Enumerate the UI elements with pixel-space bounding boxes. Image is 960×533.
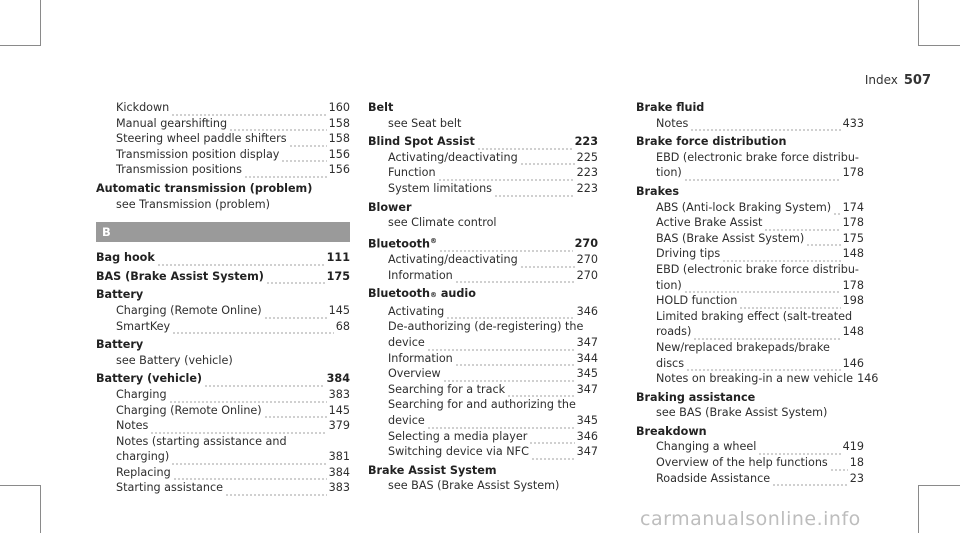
index-entry[interactable]: discs 146 (656, 356, 864, 370)
index-entry[interactable]: Battery (vehicle) 384 (96, 372, 350, 386)
index-entry-line: Limited braking effect (salt-treated (656, 309, 853, 323)
index-entry[interactable]: Information 344 (388, 351, 598, 365)
index-entry[interactable]: Blind Spot Assist 223 (368, 135, 598, 149)
crop-mark (0, 45, 40, 46)
index-heading: Battery (96, 338, 144, 352)
crop-mark (0, 485, 40, 486)
crop-mark (40, 0, 41, 46)
index-entry[interactable]: Charging (Remote Online) 145 (116, 403, 350, 417)
index-entry[interactable]: Switching device via NFC 347 (388, 445, 598, 459)
index-entry[interactable]: Searching for a track 347 (388, 382, 598, 396)
index-entry[interactable]: Charging (Remote Online) 145 (116, 303, 350, 317)
see-reference[interactable]: see Seat belt (388, 116, 462, 130)
index-entry-line: Notes (starting assistance and (116, 434, 287, 448)
index-entry[interactable]: Bluetooth® 270 (368, 236, 598, 251)
see-reference[interactable]: see BAS (Brake Assist System) (656, 406, 828, 420)
index-heading: Bluetooth ® audio (368, 287, 476, 301)
index-entry-line: New/replaced brakepads/brake (656, 340, 830, 354)
index-entry[interactable]: Overview of the help functions 18 (656, 456, 864, 470)
index-entry[interactable]: Active Brake Assist 178 (656, 216, 864, 230)
index-entry[interactable]: Replacing 384 (116, 465, 350, 479)
index-entry[interactable]: Steering wheel paddle shifters 158 (116, 132, 350, 146)
index-entry-line: Searching for and authorizing the (388, 398, 576, 412)
index-entry[interactable]: Manual gearshifting 158 (116, 116, 350, 130)
crop-mark (918, 45, 960, 46)
index-entry[interactable]: Activating/deactivating 270 (388, 253, 598, 267)
index-entry[interactable]: Selecting a media player 346 (388, 429, 598, 443)
index-column-1 (96, 100, 350, 496)
index-heading: Brakes (636, 184, 679, 198)
index-entry[interactable]: Changing a wheel 419 (656, 440, 864, 454)
index-entry-line: EBD (electronic brake force distribu- (656, 150, 859, 164)
index-entry-line: De-authorizing (de-registering) the (388, 320, 584, 334)
index-entry[interactable]: Transmission positions 156 (116, 163, 350, 177)
index-entry[interactable]: Notes 433 (656, 116, 864, 130)
index-entry[interactable]: roads) 148 (656, 325, 864, 339)
index-entry[interactable]: System limitations 223 (388, 181, 598, 195)
see-reference[interactable]: see Climate control (388, 216, 497, 230)
watermark: carmanualsonline.info (640, 508, 861, 530)
index-heading: Blower (368, 200, 412, 214)
index-entry[interactable]: tion) 178 (656, 166, 864, 180)
index-heading: Automatic transmission (problem) (96, 181, 313, 195)
index-entry[interactable]: Transmission position display 156 (116, 147, 350, 161)
index-entry[interactable]: device 347 (388, 336, 598, 350)
crop-mark (918, 485, 960, 486)
index-entry[interactable]: Bag hook 111 (96, 251, 350, 265)
index-entry[interactable]: Starting assistance 383 (116, 481, 350, 495)
index-heading: Belt (368, 101, 394, 114)
index-entry[interactable]: Function 223 (388, 166, 598, 180)
see-reference[interactable]: see BAS (Brake Assist System) (388, 479, 560, 493)
index-entry[interactable]: device 345 (388, 414, 598, 428)
crop-mark (918, 0, 919, 46)
index-column-2 (368, 100, 598, 494)
index-column-3 (636, 100, 879, 486)
index-heading: Braking assistance (636, 390, 756, 404)
index-entry[interactable]: ABS (Anti-lock Braking System) 174 (656, 200, 864, 214)
index-entry[interactable]: Roadside Assistance 23 (656, 471, 864, 485)
index-entry[interactable]: charging) 381 (116, 450, 350, 464)
index-entry[interactable]: BAS (Brake Assist System) 175 (96, 269, 350, 283)
index-entry[interactable]: HOLD function 198 (656, 294, 864, 308)
index-entry[interactable]: Overview 345 (388, 367, 598, 381)
letter-divider: B (96, 222, 350, 242)
index-entry[interactable]: Notes 379 (116, 419, 350, 433)
section-title: Index (864, 73, 898, 87)
page-header (865, 73, 931, 88)
index-entry[interactable]: Driving tips 148 (656, 247, 864, 261)
index-entry[interactable]: Charging 383 (116, 387, 350, 401)
index-entry[interactable]: SmartKey 68 (116, 319, 350, 333)
index-entry[interactable]: tion) 178 (656, 278, 864, 292)
index-heading: Brake fluid (636, 101, 705, 114)
index-heading: Brake force distribution (636, 135, 787, 149)
index-entry[interactable]: Information 270 (388, 268, 598, 282)
index-heading: Battery (96, 288, 144, 302)
index-entry[interactable]: Activating 346 (388, 304, 598, 318)
index-heading: Breakdown (636, 424, 707, 438)
index-entry[interactable]: BAS (Brake Assist System) 175 (656, 231, 864, 245)
index-heading: Brake Assist System (368, 463, 497, 477)
crop-mark (918, 485, 919, 533)
page-number: 507 (903, 73, 931, 88)
index-entry[interactable]: Notes on breaking-in a new vehicle 146 (656, 372, 879, 386)
crop-mark (40, 485, 41, 533)
index-entry[interactable]: Kickdown 160 (116, 101, 350, 114)
see-reference[interactable]: see Transmission (problem) (116, 197, 270, 211)
index-entry[interactable]: Activating/deactivating 225 (388, 150, 598, 164)
see-reference[interactable]: see Battery (vehicle) (116, 353, 233, 367)
index-entry-line: EBD (electronic brake force distribu- (656, 262, 859, 276)
